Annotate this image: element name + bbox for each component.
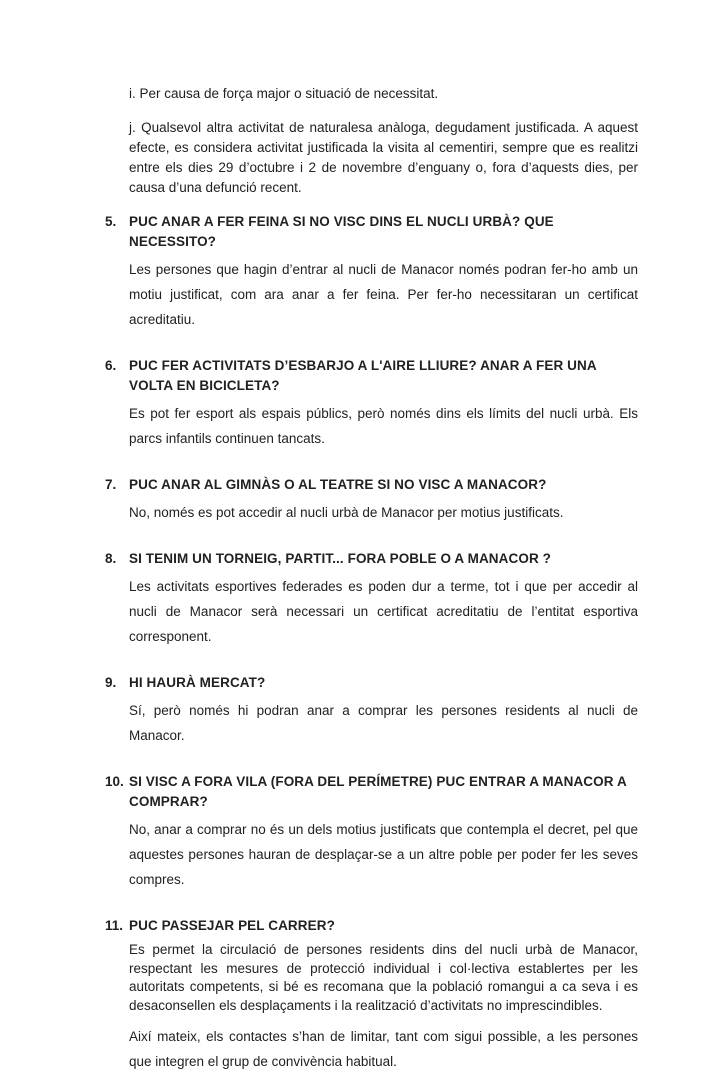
intro-paragraph: j. Qualsevol altra activitat de naturalesa anàloga, degudament justificada. A aquest efecte, es considera activitat justificada la visita al cementiri, sempre que es realitzi entre els dies 29 d’octubre i 2 de novembre d’enguany o, fora d’aquests dies, per causa d’una defunció recent.	[129, 120, 638, 195]
intro-paragraph: i. Per causa de força major o situació de necessitat.	[129, 86, 439, 101]
faq-item-number: 8.	[105, 551, 117, 566]
faq-item-head	[105, 212, 638, 252]
intro-paragraphs	[105, 84, 638, 198]
faq-answer: Així mateix, els contactes s’han de limitar, tant com sigui possible, a les persones que integren el grup de convivència habitual.	[129, 1029, 638, 1069]
faq-question: PUC PASSEJAR PEL CARRER?	[129, 918, 335, 933]
faq-answer: No, anar a comprar no és un dels motius justificats que contempla el decret, pel que aquestes persones hauran de desplaçar-se a un altre poble per poder fer les seves compres.	[129, 822, 638, 887]
faq-item-head	[105, 475, 638, 495]
faq-item-head	[105, 356, 638, 396]
faq-answer: No, només es pot accedir al nucli urbà de Manacor per motius justificats.	[129, 505, 564, 520]
faq-item	[105, 356, 638, 451]
faq-answer: Les persones que hagin d’entrar al nucli de Manacor només podran fer-ho amb un motiu justificat, com ara anar a fer feina. Per fer-ho necessitaran un certificat acreditatiu.	[129, 262, 638, 327]
faq-item-number: 7.	[105, 477, 117, 492]
faq-item-number: 11.	[105, 918, 124, 933]
faq-question: PUC FER ACTIVITATS D’ESBARJO A L'AIRE LLIURE? ANAR A FER UNA VOLTA EN BICICLETA?	[129, 358, 597, 393]
faq-answers	[129, 817, 638, 892]
faq-question: HI HAURÀ MERCAT?	[129, 675, 266, 690]
faq-item	[105, 212, 638, 332]
faq-item-head	[105, 916, 638, 936]
faq-answers	[129, 698, 638, 748]
faq-answer: Sí, però només hi podran anar a comprar les persones residents al nucli de Manacor.	[129, 703, 638, 743]
faq-item	[105, 916, 638, 1074]
faq-question: SI VISC A FORA VILA (FORA DEL PERÍMETRE) PUC ENTRAR A MANACOR A COMPRAR?	[129, 774, 627, 809]
faq-item	[105, 475, 638, 525]
faq-answer: Les activitats esportives federades es poden dur a terme, tot i que per accedir al nucli de Manacor serà necessari un certificat acreditatiu de l’entitat esportiva corresponent.	[129, 579, 638, 644]
faq-question: SI TENIM UN TORNEIG, PARTIT... FORA POBLE O A MANACOR ?	[129, 551, 552, 566]
faq-item	[105, 673, 638, 748]
faq-answer: Es pot fer esport als espais públics, però només dins els límits del nucli urbà. Els parcs infantils continuen tancats.	[129, 406, 638, 446]
faq-item	[105, 549, 638, 649]
faq-item-number: 6.	[105, 358, 117, 373]
faq-answers	[129, 257, 638, 332]
faq-item-number: 10.	[105, 774, 124, 789]
faq-item-number: 5.	[105, 214, 117, 229]
faq-item	[105, 772, 638, 892]
faq-item-head	[105, 673, 638, 693]
faq-item-head	[105, 772, 638, 812]
faq-answers	[129, 500, 638, 525]
faq-answers	[129, 941, 638, 1074]
faq-list	[105, 212, 638, 1074]
faq-question: PUC ANAR A FER FEINA SI NO VISC DINS EL NUCLI URBÀ? QUE NECESSITO?	[129, 214, 554, 249]
faq-answer: Es permet la circulació de persones residents dins del nucli urbà de Manacor, respectant les mesures de protecció individual i col·lectiva establertes per les autoritats competents, si bé es recomana que la població romangui a ca seva i es desaconsellen els desplaçaments i la realització d’activitats no imprescindibles.	[129, 942, 638, 1013]
faq-item-head	[105, 549, 638, 569]
faq-item-number: 9.	[105, 675, 117, 690]
faq-answers	[129, 401, 638, 451]
faq-question: PUC ANAR AL GIMNÀS O AL TEATRE SI NO VISC A MANACOR?	[129, 477, 547, 492]
faq-answers	[129, 574, 638, 649]
